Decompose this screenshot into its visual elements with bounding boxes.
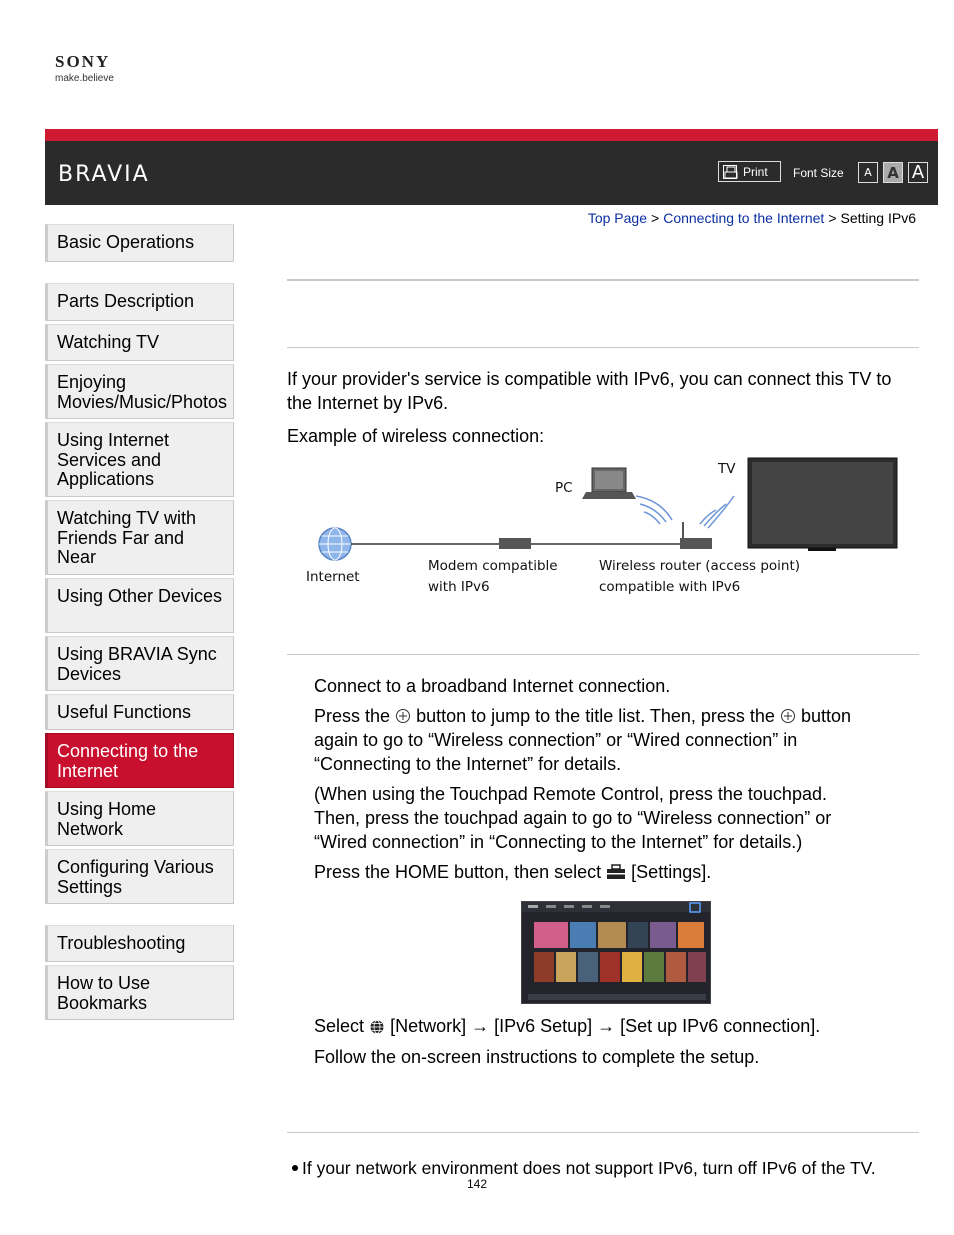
intro-paragraph: If your provider's service is compatible with IPv6, you can connect this TV to the Internet by IPv6. [287,369,892,413]
diagram-label-router-1: Wireless router (access point) [599,558,801,574]
step-5 [314,1014,820,1040]
step-2 [314,704,914,730]
modem-icon [499,538,531,549]
step-2-line-3: “Connecting to the Internet” for details. [314,754,622,774]
breadcrumb-top-page[interactable]: Top Page [587,210,648,226]
font-size-label: Font Size [793,166,844,180]
print-icon [723,165,737,179]
connection-diagram [300,452,900,602]
breadcrumb [588,210,916,226]
step-2-text-b: button to jump to the title list. Then, press the [416,706,775,726]
step-6: Follow the on-screen instructions to complete the setup. [314,1047,760,1067]
page-number: 142 [467,1177,488,1191]
diagram-label-modem-2: with IPv6 [428,579,490,595]
tv-icon [748,458,897,551]
sidebar-item-configuring-settings[interactable]: Configuring Various Settings [45,849,234,904]
sidebar-nav [45,224,234,1023]
sidebar-item-connecting-internet[interactable]: Connecting to the Internet [45,733,234,788]
sony-logo [55,52,114,84]
step-5-text-a: Select [314,1016,365,1036]
tv-home-screenshot [521,901,711,1004]
sidebar-item-useful-functions[interactable]: Useful Functions [45,694,234,730]
diagram-label-modem-1: Modem compatible [428,558,558,574]
internet-globe-icon [319,528,351,560]
example-caption: Example of wireless connection: [287,426,545,446]
diagram-label-router-2: compatible with IPv6 [599,579,741,595]
sidebar-item-home-network[interactable]: Using Home Network [45,791,234,846]
steps-divider [287,654,919,655]
title-divider [287,279,919,281]
step-4 [314,860,711,886]
sony-tagline: make.believe [55,73,114,84]
note-item [292,1156,876,1180]
step-5-text-b: [Network] → [IPv6 Setup] → [Set up IPv6 connection]. [390,1016,821,1036]
step-2-text-c: button [800,706,852,726]
step-4-text-b: [Settings]. [631,862,712,882]
bravia-logo: BRAVIA [58,162,150,187]
font-size-medium-button[interactable]: A [883,162,903,183]
diagram-label-tv: TV [718,461,736,477]
print-label: Print [743,164,768,179]
sidebar-item-watching-tv[interactable]: Watching TV [45,324,234,361]
pc-icon [582,468,636,499]
network-globe-icon [369,1016,385,1040]
font-size-small-button[interactable]: A [858,162,878,183]
print-button[interactable] [718,161,781,182]
header-bar [45,141,938,205]
breadcrumb-separator: > [828,210,837,226]
sidebar-item-basic-operations[interactable]: Basic Operations [45,224,234,262]
action-button-icon [780,706,796,730]
step-4-text-a: Press the HOME button, then select [314,862,602,882]
bullet-icon [292,1165,298,1171]
diagram-label-internet: Internet [306,569,360,585]
step-1: Connect to a broadband Internet connection. [314,676,671,696]
step-2-line-2: again to go to “Wireless connection” or “Wired connection” in [314,730,798,750]
sidebar-item-parts-description[interactable]: Parts Description [45,283,234,321]
action-button-icon [395,706,411,730]
sidebar-item-other-devices[interactable]: Using Other Devices [45,578,234,633]
sidebar-item-troubleshooting[interactable]: Troubleshooting [45,925,234,962]
header-accent-bar [45,129,938,141]
router-icon [680,522,712,549]
sidebar-item-bookmarks[interactable]: How to Use Bookmarks [45,965,234,1020]
breadcrumb-current: Setting IPv6 [840,210,916,226]
font-size-large-button[interactable]: A [908,162,928,183]
sidebar-item-watching-with-friends[interactable]: Watching TV with Friends Far and Near [45,500,234,575]
note-divider [287,1132,919,1133]
breadcrumb-separator: > [651,210,660,226]
sidebar-item-enjoying-media[interactable]: Enjoying Movies/Music/Photos [45,364,234,419]
step-3-line-3: “Wired connection” in “Connecting to the Internet” for details.) [314,832,803,852]
sony-wordmark: SONY [55,52,111,71]
step-2-text-a: Press the [314,706,391,726]
diagram-label-pc: PC [555,480,573,496]
sidebar-item-internet-services[interactable]: Using Internet Services and Applications [45,422,234,497]
settings-toolbox-icon [606,862,626,886]
step-3-line-2: Then, press the touchpad again to go to “Wireless connection” or [314,808,832,828]
breadcrumb-connecting[interactable]: Connecting to the Internet [663,210,825,226]
sidebar-item-bravia-sync[interactable]: Using BRAVIA Sync Devices [45,636,234,691]
note-text: If your network environment does not support IPv6, turn off IPv6 of the TV. [302,1158,876,1178]
step-3-line-1: (When using the Touchpad Remote Control, press the touchpad. [314,784,827,804]
section-divider [287,347,919,348]
